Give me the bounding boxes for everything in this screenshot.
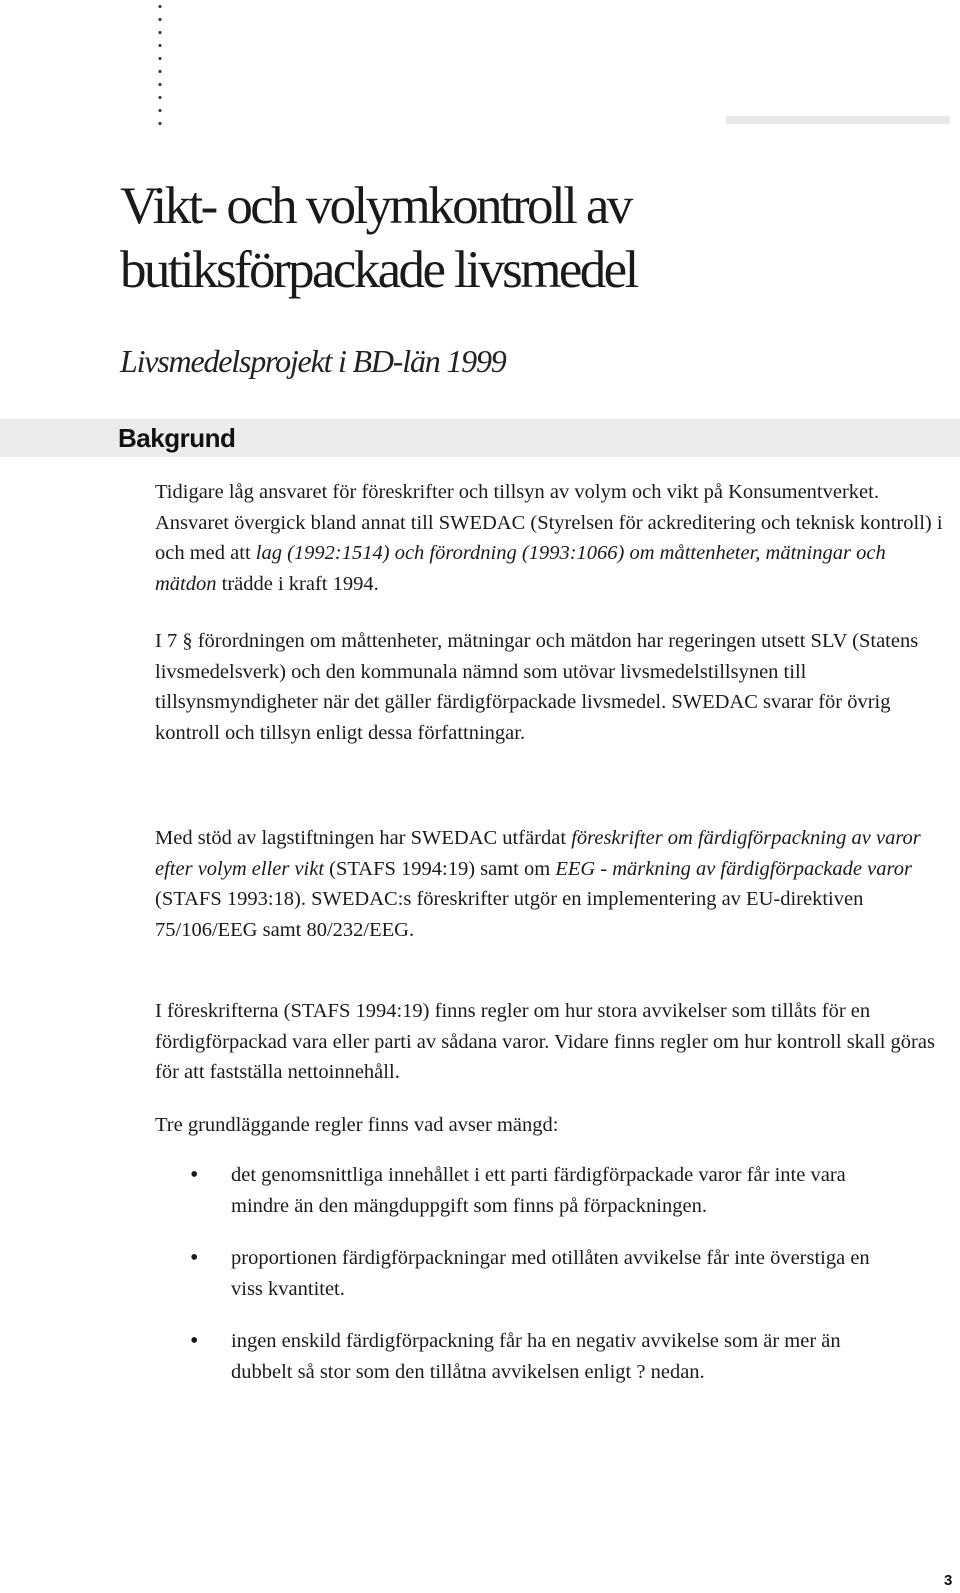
bullet-icon: • xyxy=(190,1162,199,1188)
paragraph-4: I föreskrifterna (STAFS 1994:19) finns regler om hur stora avvikelser som tillåts för en fördigförpackad vara eller parti av sådana varor. Vidare finns regler om hur kontroll skall göras för att fastställa nettoinnehåll. xyxy=(155,1000,935,1083)
list-item xyxy=(190,1326,890,1387)
list-item xyxy=(190,1243,890,1304)
list-item-text: det genomsnittliga innehållet i ett parti färdigförpackade varor får inte vara mindre än den mängduppgift som finns på förpackningen. xyxy=(231,1164,846,1217)
paragraph-3-text: Med stöd av lagstiftningen har SWEDAC utfärdat xyxy=(155,827,572,849)
list-item-text: proportionen färdigförpackningar med otillåten avvikelse får inte överstiga en viss kvantitet. xyxy=(231,1247,870,1300)
rules-list xyxy=(190,1160,890,1387)
page-number: 3 xyxy=(944,1572,953,1589)
bullet-icon: • xyxy=(190,1328,199,1354)
paragraph-1-law-reference: lag (1992:1514) och förordning (1993:1066) om måttenheter, mätningar och mätdon xyxy=(155,542,886,595)
document-title: Vikt- och volymkontroll av butiksförpackade livsmedel xyxy=(120,177,637,299)
bullet-icon: • xyxy=(190,1245,199,1271)
paragraph-1-text-end: trädde i kraft 1994. xyxy=(216,572,379,595)
paragraph-3-eeg-title: EEG - märkning av färdigförpackade varor xyxy=(555,857,912,880)
paragraph-2 xyxy=(155,626,945,748)
paragraph-3 xyxy=(155,823,945,945)
header-rule xyxy=(726,116,950,124)
paragraph-5: Tre grundläggande regler finns vad avser mängd: xyxy=(155,1114,559,1136)
decorative-dotted-line xyxy=(158,0,162,126)
paragraph-1-text: Tidigare låg ansvaret för föreskrifter och tillsyn av volym och vikt på Konsumentverket. Ansvaret övergick bland annat till SWEDAC (Styrelsen för ackreditering och teknisk kontroll) i och med att xyxy=(155,481,943,564)
paragraph-3-text-2: (STAFS 1994:19) samt om xyxy=(324,857,556,880)
section-sign: § xyxy=(182,630,198,652)
list-item xyxy=(190,1160,890,1221)
list-item-text: ingen enskild färdigförpackning får ha en negativ avvikelse som är mer än dubbelt så stor som den tillåtna avvikelsen enligt ? nedan. xyxy=(231,1330,841,1383)
paragraph-2-text: I 7 § förordningen om måttenheter, mätningar och mätdon har regeringen utsett SLV (Statens livsmedelsverk) och den kommunala nämnd som utövar livsmedelstillsynen till tillsynsmyndigheter när det gäller färdigförpackade livsmedel. SWEDAC svarar för övrig kontroll och tillsyn enligt dessa författningar. xyxy=(155,630,919,744)
document-subtitle: Livsmedelsprojekt i BD-län 1999 xyxy=(120,343,506,379)
paragraph-3-text-3: (STAFS 1993:18). SWEDAC:s föreskrifter utgör en implementering av EU-direktiven 75/106/EEG samt 80/232/EEG. xyxy=(155,888,864,941)
paragraph-3-regulation-title: föreskrifter om färdigförpackning av varor efter volym eller vikt xyxy=(155,827,921,880)
paragraph-1 xyxy=(155,477,945,599)
section-heading: Bakgrund xyxy=(118,423,236,453)
